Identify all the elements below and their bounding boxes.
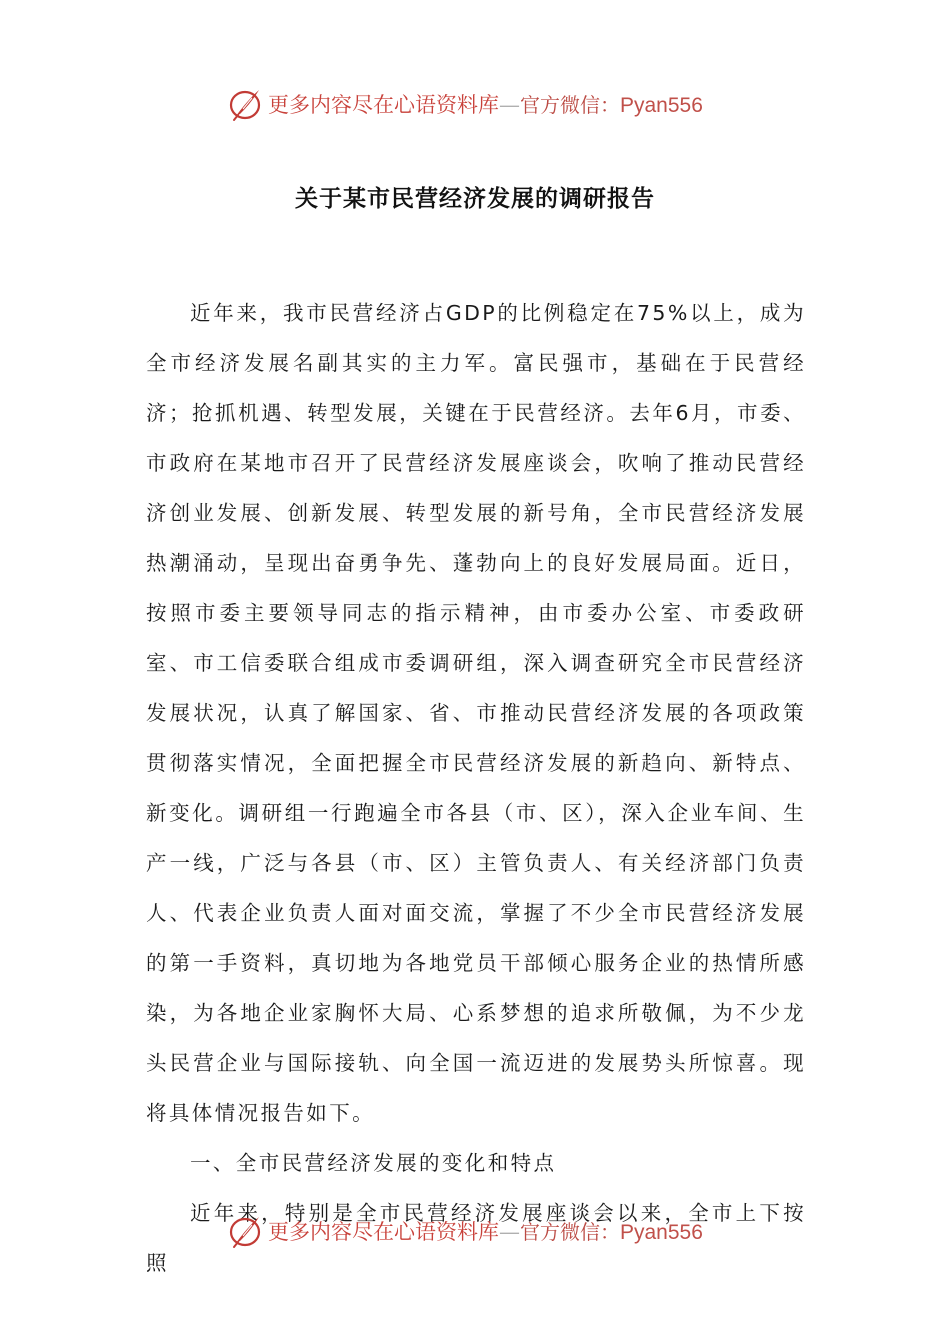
watermark-dash: — bbox=[499, 1220, 520, 1244]
watermark-main: 更多内容尽在心语资料库 bbox=[268, 93, 499, 117]
watermark-contact-label: 官方微信： bbox=[520, 1220, 620, 1244]
watermark-contact-label: 官方微信： bbox=[520, 93, 620, 117]
feather-pen-logo-icon bbox=[228, 86, 264, 122]
watermark-text bbox=[268, 1216, 703, 1246]
section-heading: 一、全市民营经济发展的变化和特点 bbox=[190, 1151, 557, 1175]
watermark-text bbox=[268, 89, 703, 119]
feather-pen-logo-icon bbox=[228, 1213, 264, 1249]
watermark-header bbox=[228, 84, 703, 124]
document-body bbox=[146, 288, 806, 1288]
watermark-wechat-id: Pyan556 bbox=[620, 94, 703, 117]
watermark-dash: — bbox=[499, 93, 520, 117]
watermark-main: 更多内容尽在心语资料库 bbox=[268, 1220, 499, 1244]
document-title: 关于某市民营经济发展的调研报告 bbox=[295, 186, 655, 212]
paragraph: 近年来，我市民营经济占GDP的比例稳定在75%以上，成为全市经济发展名副其实的主力军。富民强市，基础在于民营经济；抢抓机遇、转型发展，关键在于民营经济。去年6月，市委、市政府在某地市召开了民营经济发展座谈会，吹响了推动民营经济创业发展、创新发展、转型发展的新号角，全市民营经济发展热潮涌动，呈现出奋勇争先、蓬勃向上的良好发展局面。近日，按照市委主要领导同志的指示精神，由市委办公室、市委政研室、市工信委联合组成市委调研组，深入调查研究全市民营经济发展状况，认真了解国家、省、市推动民营经济发展的各项政策贯彻落实情况，全面把握全市民营经济发展的新趋向、新特点、新变化。调研组一行跑遍全市各县（市、区），深入企业车间、生产一线，广泛与各县（市、区）主管负责人、有关经济部门负责人、代表企业负责人面对面交流，掌握了不少全市民营经济发展的第一手资料，真切地为各地党员干部倾心服务企业的热情所感染，为各地企业家胸怀大局、心系梦想的追求所敬佩，为不少龙头民营企业与国际接轨、向全国一流迈进的发展势头所惊喜。现将具体情况报告如下。 bbox=[146, 301, 806, 1125]
watermark-wechat-id: Pyan556 bbox=[620, 1221, 703, 1244]
watermark-footer bbox=[228, 1211, 703, 1251]
paragraph: 近年来，特别是全市民营经济发展座谈会以来，全市上下按照 bbox=[146, 1201, 806, 1275]
